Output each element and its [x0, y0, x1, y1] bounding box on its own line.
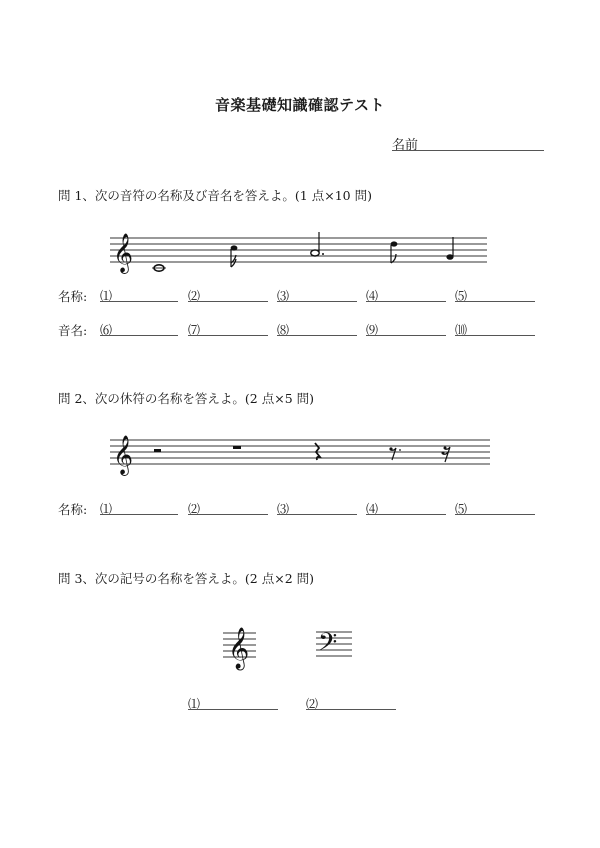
q1-name-blank-5[interactable]: ⑸ — [455, 287, 535, 303]
question-3-prompt: 問 3、次の記号の名称を答えよ。(2 点×2 問) — [58, 571, 315, 586]
q3-blank-2[interactable]: ⑵ — [306, 695, 396, 711]
page-title: 音楽基礎知識確認テスト — [215, 96, 385, 114]
bass-clef-symbol-icon — [318, 628, 337, 663]
q1-name-blank-2[interactable]: ⑵ — [188, 287, 268, 303]
q1-pitch-blank-8[interactable]: ⑻ — [277, 321, 357, 337]
sixteenth-rest-icon — [442, 447, 451, 463]
q1-name-blank-3[interactable]: ⑶ — [277, 287, 357, 303]
q2-name-blank-2[interactable]: ⑵ — [188, 500, 268, 516]
treble-clef-icon — [113, 435, 133, 476]
whole-note-icon — [152, 265, 166, 271]
eighth-note-icon — [391, 241, 398, 263]
treble-clef-icon — [113, 233, 133, 274]
q1-pitch-blank-7[interactable]: ⑺ — [188, 321, 268, 337]
question-2-prompt: 問 2、次の休符の名称を答えよ。(2 点×5 問) — [58, 391, 315, 406]
half-rest-icon — [154, 449, 161, 452]
q1-pitch-row-label: 音名: — [58, 323, 88, 338]
q1-pitch-blank-9[interactable]: ⑼ — [366, 321, 446, 337]
q2-name-blank-5[interactable]: ⑸ — [455, 500, 535, 516]
q2-name-blank-1[interactable]: ⑴ — [100, 500, 178, 516]
quarter-note-icon — [446, 237, 453, 260]
q1-pitch-blank-6[interactable]: ⑹ — [100, 321, 178, 337]
name-label: 名前 — [392, 138, 419, 153]
q1-name-blank-1[interactable]: ⑴ — [100, 287, 178, 303]
q1-name-row-label: 名称: — [58, 289, 88, 304]
q3-blank-1[interactable]: ⑴ — [188, 695, 278, 711]
q2-name-blank-4[interactable]: ⑷ — [366, 500, 446, 516]
svg-text:𝄢: 𝄢 — [318, 628, 338, 663]
question-1-prompt: 問 1、次の音符の名称及び音名を答えよ。(1 点×10 問) — [58, 188, 372, 203]
treble-clef-symbol-icon — [228, 627, 249, 670]
q1-name-blank-4[interactable]: ⑷ — [366, 287, 446, 303]
whole-rest-icon — [233, 446, 241, 449]
q2-name-blank-3[interactable]: ⑶ — [277, 500, 357, 516]
svg-text:𝄞: 𝄞 — [228, 628, 250, 669]
q2-name-row-label: 名称: — [58, 502, 88, 517]
svg-text:𝄞: 𝄞 — [113, 233, 134, 273]
svg-text:𝄞: 𝄞 — [113, 435, 134, 475]
q1-pitch-blank-10[interactable]: ⑽ — [455, 321, 535, 337]
